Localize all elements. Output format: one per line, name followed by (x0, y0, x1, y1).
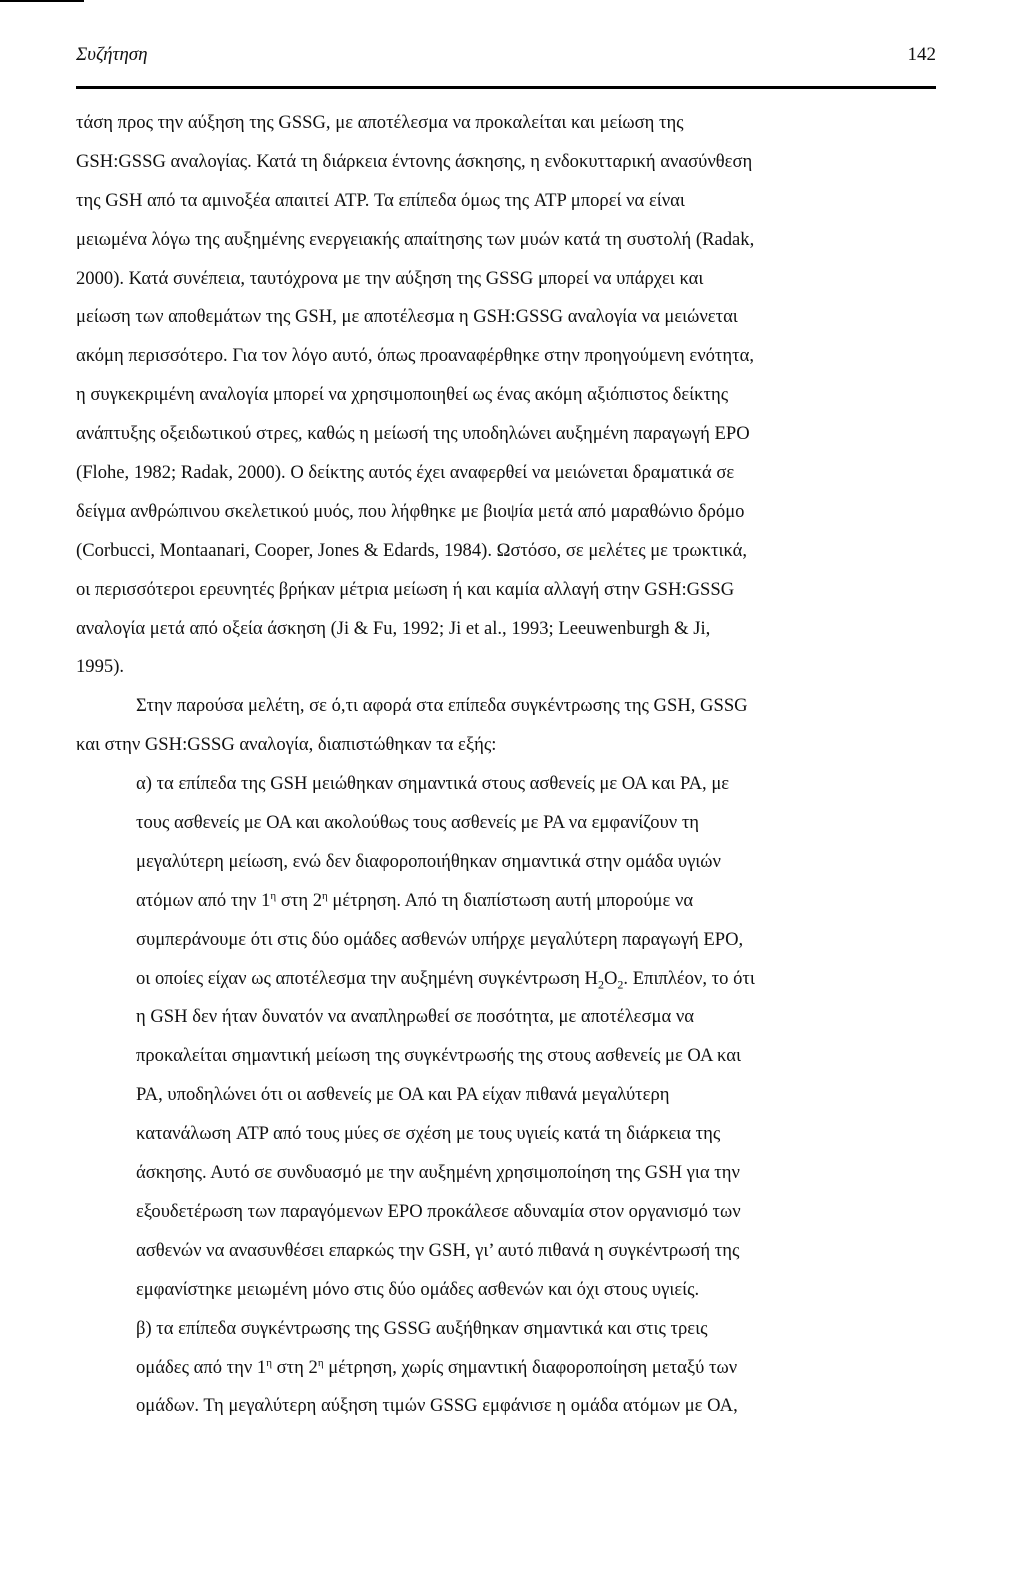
page-header (76, 44, 936, 70)
text-line: εμφανίστηκε μειωμένη μόνο στις δύο ομάδες ασθενών και όχι στους υγιείς. (136, 1278, 700, 1300)
text-line: εξουδετέρωση των παραγόμενων ΕΡΟ προκάλεσε αδυναμία στον οργανισμό των (136, 1200, 741, 1222)
paragraph-1 (76, 104, 936, 687)
text-line: άσκησης. Αυτό σε συνδυασμό με την αυξημένη χρησιμοποίηση της GSH για την (136, 1162, 740, 1184)
text-line: ΡΑ, υποδηλώνει ότι οι ασθενείς με ΟΑ και ΡΑ είχαν πιθανά μεγαλύτερη (136, 1084, 670, 1106)
text-line (76, 882, 936, 921)
text-fragment: στη 2 (271, 1356, 318, 1378)
text-line: κατανάλωση ATP από τους μύες σε σχέση με τους υγιείς κατά τη διάρκεια της (136, 1123, 721, 1145)
text-line: οι περισσότεροι ερευνητές βρήκαν μέτρια μείωση ή και καμία αλλαγή στην GSH:GSSG (76, 578, 735, 600)
text-line: αναλογία μετά από οξεία άσκηση (Ji & Fu, 1992; Ji et al., 1993; Leeuwenburgh & Ji, (76, 617, 711, 639)
text-fragment: στη 2 (276, 889, 322, 911)
list-item-a (76, 765, 936, 1309)
text-line: GSH:GSSG αναλογίας. Κατά τη διάρκεια έντονης άσκησης, η ενδοκυτταρική ανασύνθεση (76, 150, 753, 172)
text-line: ασθενών να ανασυνθέσει επαρκώς την GSH, γι’ αυτό πιθανά η συγκέντρωσή της (136, 1239, 740, 1261)
text-line: β) τα επίπεδα συγκέντρωσης της GSSG αυξήθηκαν σημαντικά και στις τρεις (136, 1317, 708, 1339)
text-fragment: μέτρηση. Από τη διαπίστωση αυτή μπορούμε να (327, 889, 694, 911)
text-line: α) τα επίπεδα της GSH μειώθηκαν σημαντικά στους ασθενείς με ΟΑ και ΡΑ, με (136, 773, 730, 795)
text-line: τάση προς την αύξηση της GSSG, με αποτέλεσμα να προκαλείται και μείωση της (76, 112, 684, 133)
text-line: μεγαλύτερη μείωση, ενώ δεν διαφοροποιήθηκαν σημαντικά στην ομάδα υγιών (136, 850, 721, 872)
text-line: ομάδων. Τη μεγαλύτερη αύξηση τιμών GSSG εμφάνισε η ομάδα ατόμων με ΟΑ, (136, 1395, 738, 1417)
text-line: Στην παρούσα μελέτη, σε ό,τι αφορά στα επίπεδα συγκέντρωσης της GSH, GSSG (136, 695, 748, 717)
text-line: δείγμα ανθρώπινου σκελετικού μυός, που λήφθηκε με βιοψία μετά από μαραθώνιο δρόμο (76, 500, 745, 522)
text-fragment: . Επιπλέον, το ότι (623, 967, 755, 989)
text-line: (Corbucci, Montaanari, Cooper, Jones & Edards, 1984). Ωστόσο, σε μελέτες με τρωκτικά, (76, 539, 748, 561)
text-fragment: O (603, 967, 618, 989)
section-title: Συζήτηση (76, 44, 148, 65)
text-line: συμπεράνουμε ότι στις δύο ομάδες ασθενών υπήρχε μεγαλύτερη παραγωγή ΕΡΟ, (136, 928, 744, 950)
list-item-b (76, 1310, 936, 1427)
body-text (76, 104, 936, 1426)
superscript: η (322, 889, 328, 902)
text-fragment: οι οποίες είχαν ως αποτέλεσμα την αυξημένη συγκέντρωση H (136, 967, 598, 989)
text-fragment: μέτρηση, χωρίς σημαντική διαφοροποίηση μεταξύ των (323, 1356, 738, 1378)
text-line: προκαλείται σημαντική μείωση της συγκέντρωσής της στους ασθενείς με ΟΑ και (136, 1045, 741, 1067)
header-rule (76, 86, 936, 89)
text-line: και στην GSH:GSSG αναλογία, διαπιστώθηκαν τα εξής: (76, 734, 497, 756)
text-line: τους ασθενείς με ΟΑ και ακολούθως τους ασθενείς με ΡΑ να εμφανίζουν τη (136, 812, 700, 834)
text-line: μειωμένα λόγω της αυξημένης ενεργειακής απαίτησης των μυών κατά τη συστολή (Radak, (76, 228, 755, 250)
text-line: η συγκεκριμένη αναλογία μπορεί να χρησιμοποιηθεί ως ένας ακόμη αξιόπιστος δείκτης (76, 384, 729, 406)
subscript: 2 (597, 977, 604, 992)
text-line (76, 1349, 936, 1388)
text-line: (Flohe, 1982; Radak, 2000). Ο δείκτης αυτός έχει αναφερθεί να μειώνεται δραματικά σε (76, 462, 735, 484)
text-line: μείωση των αποθεμάτων της GSH, με αποτέλεσμα η GSH:GSSG αναλογία να μειώνεται (76, 306, 738, 328)
superscript: η (317, 1356, 324, 1369)
superscript: η (266, 1356, 272, 1369)
subscript: 2 (617, 977, 624, 992)
superscript: η (270, 889, 277, 902)
text-line: ακόμη περισσότερο. Για τον λόγο αυτό, όπως προαναφέρθηκε στην προηγούμενη ενότητα, (76, 345, 754, 367)
top-edge-rule (0, 0, 84, 2)
text-line: της GSH από τα αμινοξέα απαιτεί ATP. Τα επίπεδα όμως της ATP μπορεί να είναι (76, 189, 685, 211)
text-line: 1995). (76, 656, 125, 678)
text-fragment: ατόμων από την 1 (136, 889, 271, 911)
text-line: ανάπτυξης οξειδωτικού στρες, καθώς η μείωσή της υποδηλώνει αυξημένη παραγωγή ΕΡΟ (76, 423, 750, 445)
text-line: η GSH δεν ήταν δυνατόν να αναπληρωθεί σε ποσότητα, με αποτέλεσμα να (136, 1006, 694, 1028)
page-number: 142 (907, 44, 936, 65)
paragraph-2 (76, 687, 936, 765)
text-line (76, 960, 936, 999)
text-line: 2000). Κατά συνέπεια, ταυτόχρονα με την αύξηση της GSSG μπορεί να υπάρχει και (76, 267, 704, 289)
text-fragment: ομάδες από την 1 (136, 1356, 267, 1378)
